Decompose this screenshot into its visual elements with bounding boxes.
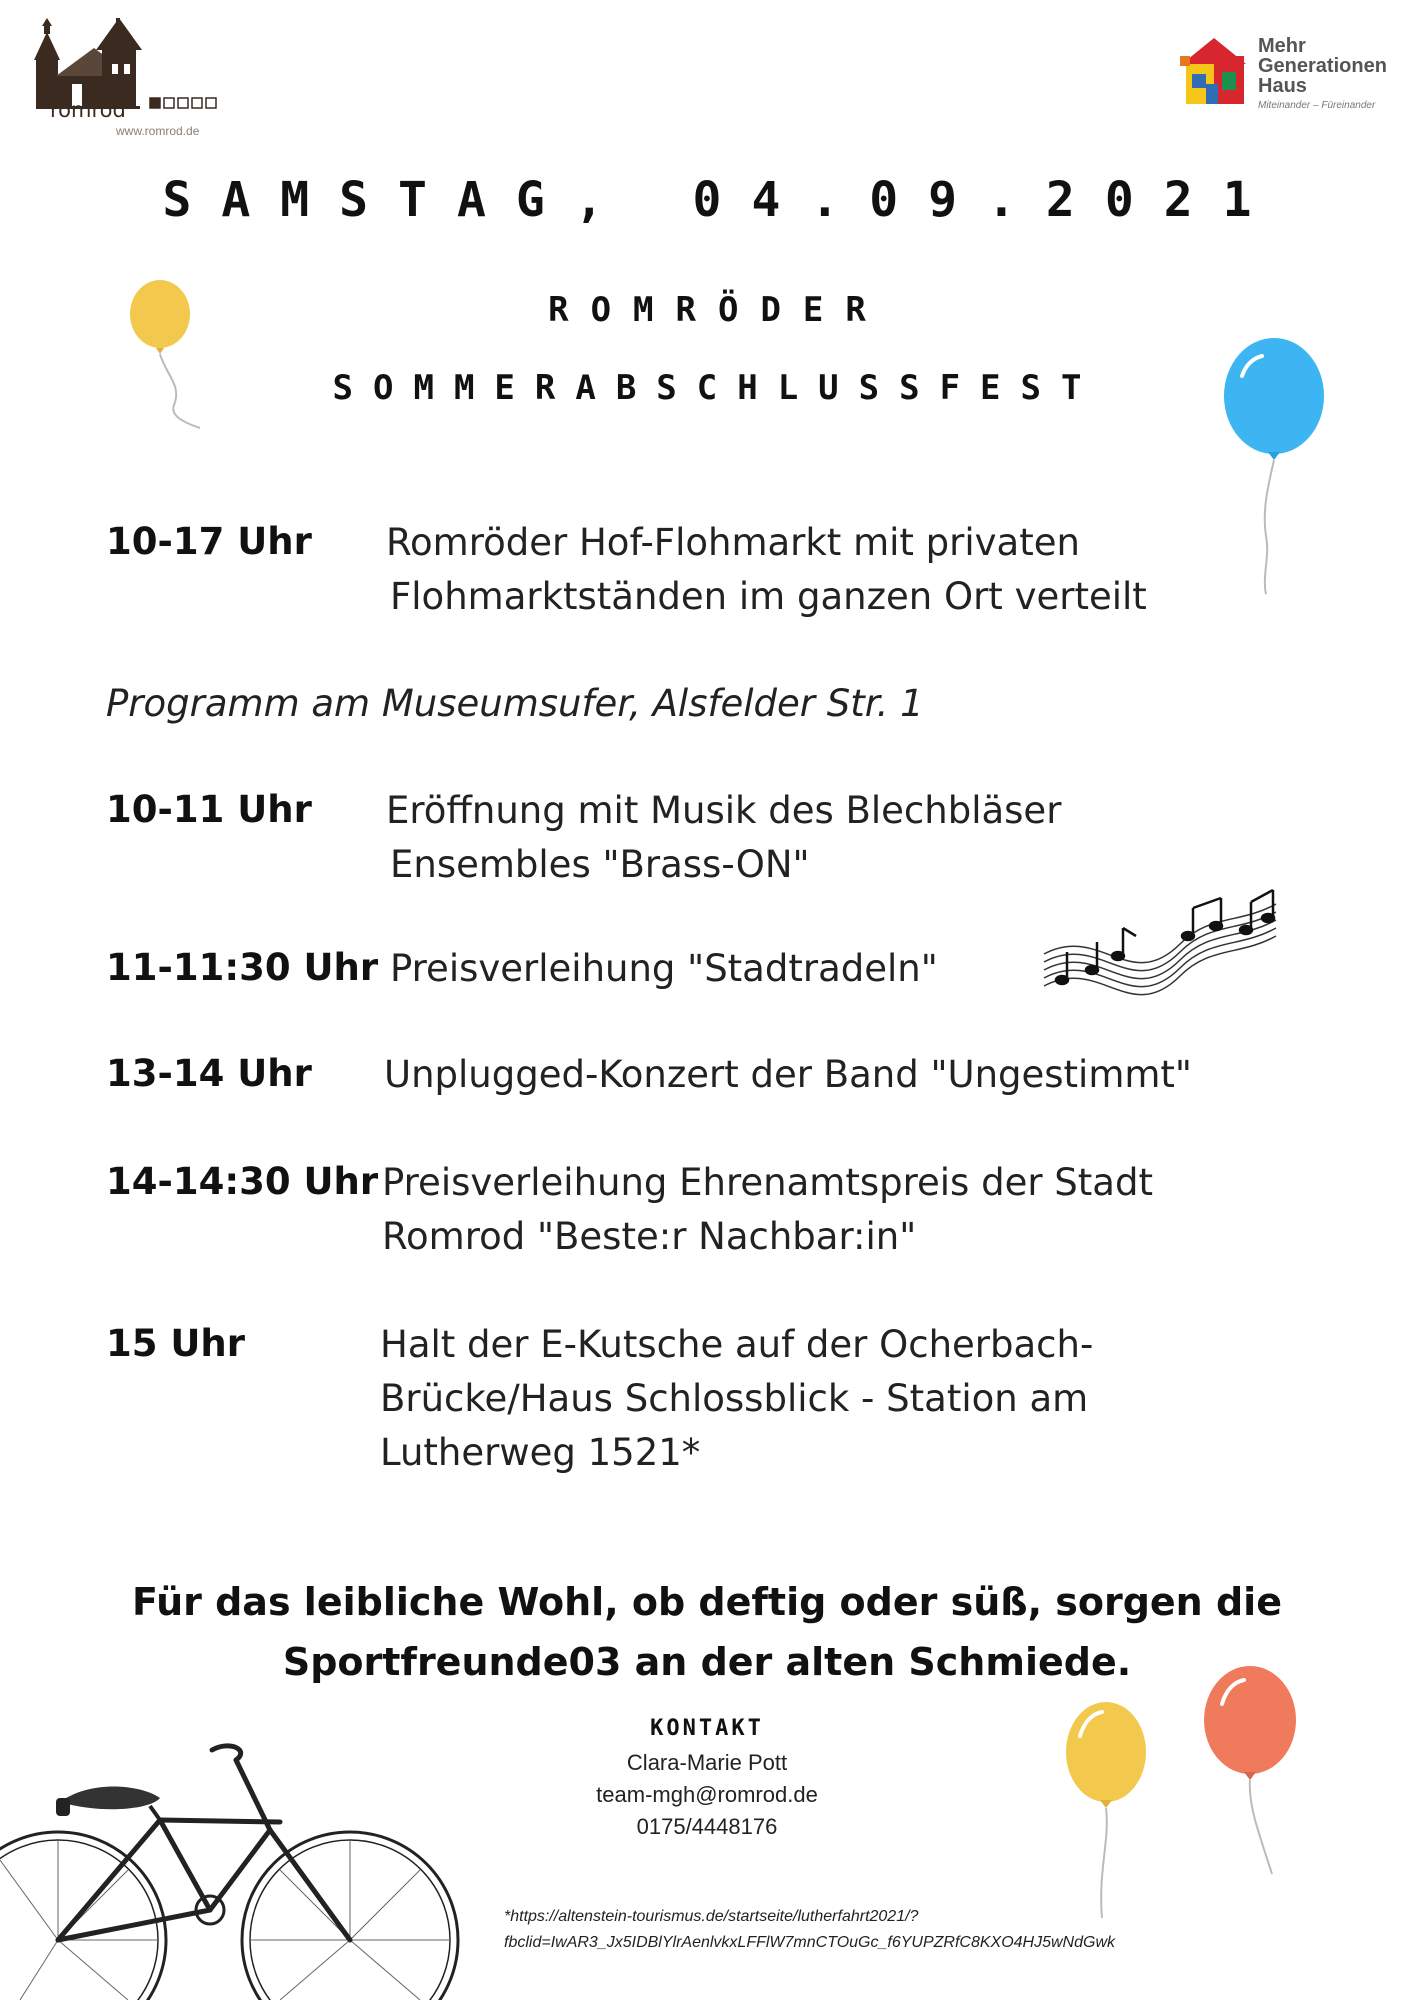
schedule-desc-line: Ensembles "Brass-ON" bbox=[390, 843, 810, 886]
yellow-balloon-icon bbox=[126, 280, 216, 430]
contact-name: Clara-Marie Pott bbox=[626, 1750, 788, 1775]
schedule-desc-line: Romrod "Beste:r Nachbar:in" bbox=[382, 1215, 917, 1258]
schedule-time: 13-14 Uhr bbox=[106, 1052, 312, 1095]
contact-heading: KONTAKT bbox=[650, 1716, 764, 1741]
yellow-balloon-bottom-icon bbox=[1060, 1700, 1160, 1920]
mgh-line-2: Generationen bbox=[1258, 55, 1387, 77]
food-note-line-2: Sportfreunde03 an der alten Schmiede. bbox=[282, 1640, 1132, 1684]
mehrgenerationenhaus-logo bbox=[1176, 34, 1396, 118]
romrod-brand-text: romrod bbox=[50, 98, 126, 122]
schedule-desc-line: Flohmarktständen im ganzen Ort verteilt bbox=[390, 575, 1147, 618]
schedule-time-flohmarkt: 10-17 Uhr bbox=[106, 520, 312, 563]
schedule-desc-line: Preisverleihung "Stadtradeln" bbox=[390, 947, 938, 990]
mehrgenerationenhaus-house-logo-icon bbox=[1176, 34, 1252, 110]
romrod-logo bbox=[32, 18, 232, 138]
food-note-line-1: Für das leibliche Wohl, ob deftig oder süß, sorgen die bbox=[132, 1580, 1282, 1624]
contact-email[interactable]: team-mgh@romrod.de bbox=[596, 1782, 818, 1807]
contact-block bbox=[557, 1716, 857, 1843]
footnote-line-2[interactable]: fbclid=IwAR3_Jx5IDBlYlrAenlvkxLFFlW7mnCTOuGc_f6YUPZRfC8KXO4HJ5wNdGwk bbox=[504, 1934, 1115, 1951]
schedule-desc bbox=[386, 784, 1061, 892]
schedule-time: 11-11:30 Uhr bbox=[106, 946, 379, 989]
schedule-desc-line: Romröder Hof-Flohmarkt mit privaten bbox=[386, 521, 1080, 564]
schedule-desc bbox=[380, 1318, 1093, 1480]
schedule-desc bbox=[384, 1048, 1192, 1102]
schedule-desc-line: Brücke/Haus Schlossblick - Station am bbox=[380, 1377, 1089, 1420]
event-title-line-2: SOMMERABSCHLUSSFEST bbox=[332, 368, 1102, 408]
program-heading: Programm am Museumsufer, Alsfelder Str. 1 bbox=[106, 682, 924, 725]
schedule-desc bbox=[382, 1156, 1153, 1264]
schedule-desc-line: Halt der E-Kutsche auf der Ocherbach- bbox=[380, 1323, 1094, 1366]
schedule-desc-line: Preisverleihung Ehrenamtspreis der Stadt bbox=[382, 1161, 1153, 1204]
event-date: SAMSTAG, 04.09.2021 bbox=[162, 172, 1282, 228]
mgh-line-3: Haus bbox=[1258, 75, 1307, 97]
red-balloon-icon bbox=[1200, 1666, 1310, 1876]
blue-balloon-icon bbox=[1222, 336, 1332, 596]
schedule-time: 15 Uhr bbox=[106, 1322, 246, 1365]
schedule-time: 10-11 Uhr bbox=[106, 788, 312, 831]
music-notes-icon bbox=[1040, 884, 1280, 1004]
schedule-desc bbox=[390, 942, 938, 996]
food-note bbox=[0, 1572, 1414, 1692]
schedule-desc-line: Lutherweg 1521* bbox=[380, 1431, 701, 1474]
schedule-time: 14-14:30 Uhr bbox=[106, 1160, 379, 1203]
event-title-line-1: ROMRÖDER bbox=[548, 290, 888, 330]
romrod-website[interactable]: www.romrod.de bbox=[116, 124, 200, 138]
mgh-line-1: Mehr bbox=[1258, 35, 1306, 57]
footnote-line-1[interactable]: *https://altenstein-tourismus.de/startseite/lutherfahrt2021/? bbox=[504, 1908, 919, 1925]
schedule-desc-line: Eröffnung mit Musik des Blechbläser bbox=[386, 789, 1062, 832]
schedule-desc-line: Unplugged-Konzert der Band "Ungestimmt" bbox=[384, 1053, 1192, 1096]
mgh-tagline: Miteinander – Füreinander bbox=[1258, 100, 1376, 111]
contact-phone[interactable]: 0175/4448176 bbox=[636, 1814, 778, 1839]
footnote bbox=[504, 1904, 1115, 1956]
schedule-desc-flohmarkt bbox=[386, 516, 1147, 624]
bicycle-icon bbox=[0, 1740, 470, 2000]
